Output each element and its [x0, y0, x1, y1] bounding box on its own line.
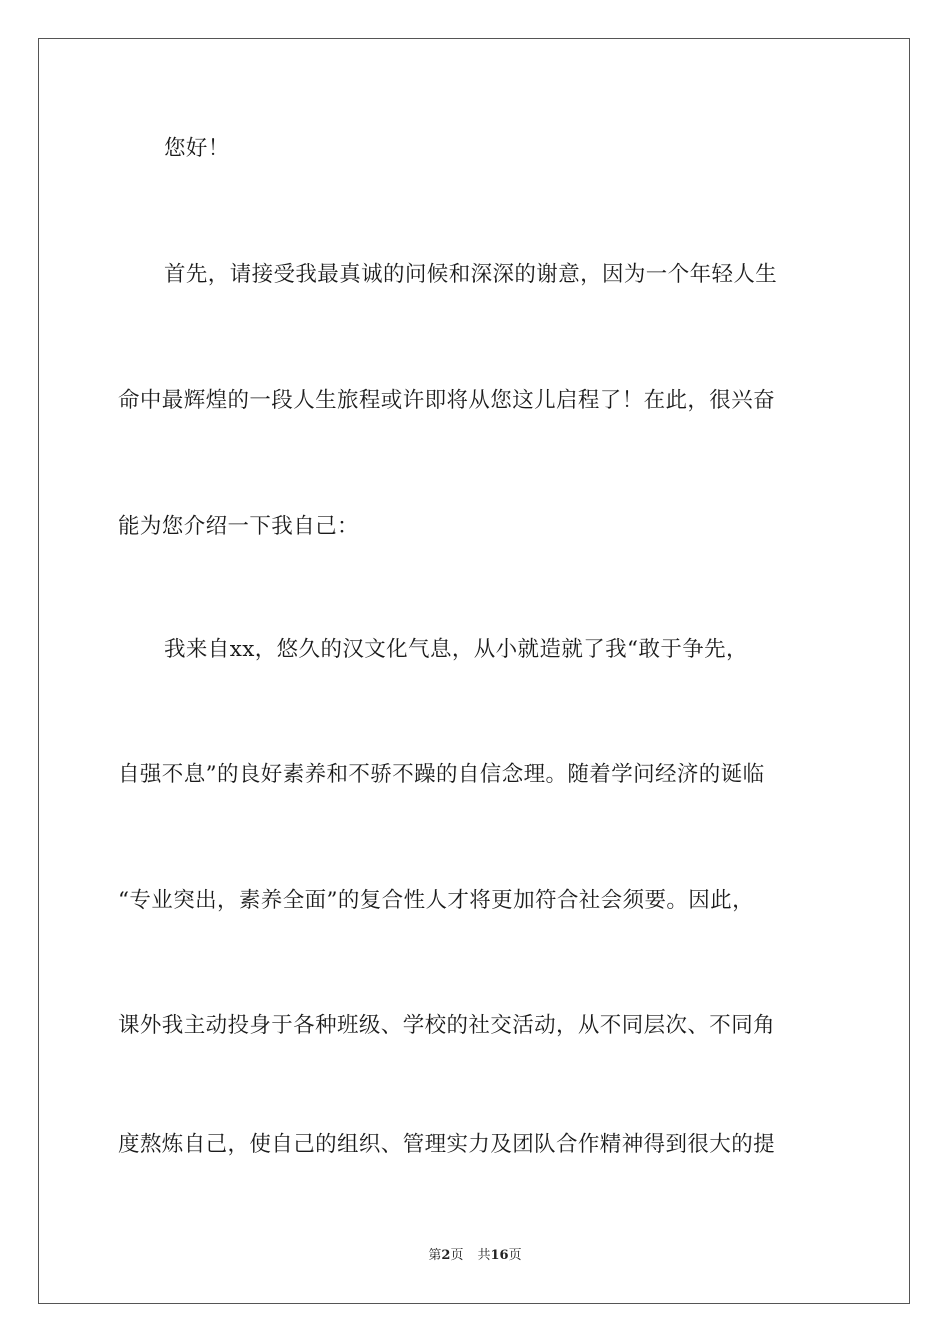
total-pages: 16	[490, 1248, 509, 1263]
total-suffix: 页	[508, 1248, 522, 1263]
page-suffix: 页	[450, 1248, 464, 1263]
total-prefix: 共	[477, 1248, 491, 1263]
paragraph-line: “专业突出，素养全面”的复合性人才将更加符合社会须要。因此，	[118, 888, 754, 913]
paragraph-line: 命中最辉煌的一段人生旅程或许即将从您这儿启程了！在此，很兴奋	[118, 388, 776, 413]
page-footer	[0, 1247, 950, 1265]
paragraph-line: 自强不息”的良好素养和不骄不躁的自信念理。随着学问经济的诞临	[118, 762, 765, 787]
paragraph-line: 度熬炼自己，使自己的组织、管理实力及团队合作精神得到很大的提	[118, 1132, 776, 1157]
paragraph-line: 首先，请接受我最真诚的问候和深深的谢意，因为一个年轻人生	[164, 262, 778, 287]
greeting-line: 您好！	[164, 136, 230, 161]
paragraph-line: 我来自xx，悠久的汉文化气息，从小就造就了我“敢于争先，	[164, 637, 748, 662]
paragraph-line: 课外我主动投身于各种班级、学校的社交活动，从不同层次、不同角	[118, 1013, 776, 1038]
page-number: 2	[441, 1248, 451, 1263]
paragraph-line: 能为您介绍一下我自己：	[118, 514, 359, 539]
page-border	[38, 38, 910, 1304]
page-prefix: 第	[428, 1248, 442, 1263]
